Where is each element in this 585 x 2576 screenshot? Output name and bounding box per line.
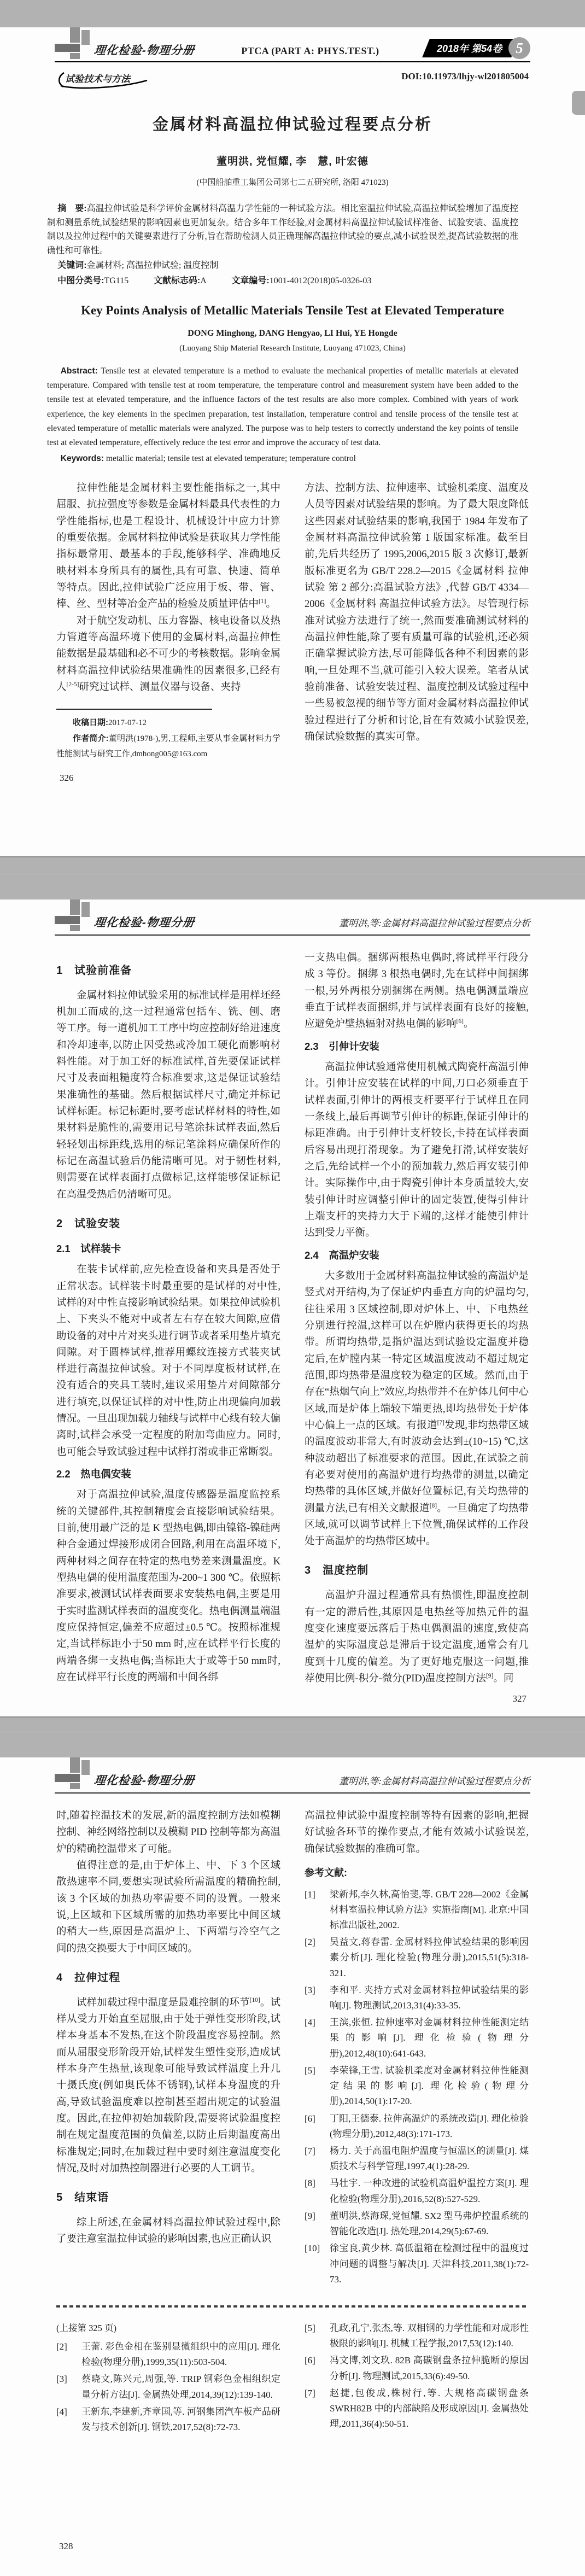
page-1 bbox=[0, 27, 585, 856]
continued-references-right bbox=[305, 2321, 529, 2432]
reference-item bbox=[305, 1887, 529, 1934]
reference-item bbox=[305, 2386, 529, 2432]
reference-text: 李和平. 夹持方式对金属材料拉伸试验结果的影响[J]. 物理测试,2013,31(4):33-35. bbox=[330, 1984, 529, 2011]
reference-item bbox=[305, 2176, 529, 2206]
reference-item bbox=[305, 1935, 529, 1981]
reference-number: [4] bbox=[305, 2017, 315, 2028]
issue-year-volume: 2018年 第54卷 bbox=[436, 43, 502, 54]
reference-text: 王蕾. 彩色金相在鉴别显微组织中的应用[J]. 理化检验(物理分册),1999,35(11):503-504. bbox=[81, 2341, 280, 2368]
paragraph: 综上所述,在金属材料高温拉伸试验过程中,除了要注意室温拉伸试验的影响因素,也应正确认识 bbox=[56, 2217, 280, 2245]
reference-text: 冯文博,刘文玖. 82B 高碳钢盘条拉伸脆断的原因分析[J]. 物理测试,2015,33(6):49-50. bbox=[330, 2355, 529, 2381]
reference-text: 杨力. 关于高温电阻炉温度与恒温区的测量[J]. 煤质技术与科学管理,1997,4(1):28-29. bbox=[330, 2146, 529, 2172]
clc-code: TG115 bbox=[104, 276, 129, 285]
page-number: 327 bbox=[512, 1693, 526, 1704]
issue-banner bbox=[426, 37, 530, 59]
reference-number: [5] bbox=[305, 2065, 315, 2076]
section-heading: 5 结束语 bbox=[56, 2192, 109, 2204]
article-no-label: 文章编号: bbox=[231, 276, 270, 285]
reference-number: [2] bbox=[305, 1937, 315, 1948]
running-header bbox=[55, 899, 530, 936]
reference-number: [5] bbox=[305, 2322, 315, 2333]
decorative-separator bbox=[56, 2305, 529, 2308]
reference-item bbox=[56, 2404, 280, 2435]
paragraph: 试样加载过程中温度是最难控制的环节[10]。试样从受力开始直至屈服,由于处于弹性变形阶段,试样本身基本不发热,在这个阶段温度容易控制。然而从屈服变形阶段开始,试样发生塑性变形,造成试样本身产生热量,该现象可能导致试样温度上升几十摄氏度(例如奥氏体不锈钢),试样本身温度的升高,导致试验温度难以控制甚至超出规定的试验温度。因此,在拉伸初始加载阶段,需要将试验温度控制在规定温度范围的负偏差,以防止后期温度高出标准规定;同时,在加载过程中要时刻注意温度变化情况,及时对加热控制器进行必要的人工调节。 bbox=[56, 1996, 280, 2175]
reference-number: [2] bbox=[56, 2341, 67, 2352]
reference-text: 吴益文,蒋春雷. 金属材料拉伸试验结果的影响因素分析[J]. 理化检验(物理分册),2015,51(5):318-321. bbox=[330, 1937, 529, 1978]
reference-number: [9] bbox=[305, 2210, 315, 2221]
reference-item bbox=[305, 2321, 529, 2351]
closing-paragraph: 高温拉伸试验中温度控制等特有因素的影响,把握好试验各环节的操作要点,才能有效减小试验误差,确保试验数据的准确可靠。 bbox=[305, 1810, 529, 1855]
reference-item bbox=[305, 2241, 529, 2287]
stamp-swoosh-icon bbox=[56, 72, 148, 91]
clc-label: 中图分类号: bbox=[57, 276, 104, 285]
journal-logo bbox=[55, 27, 195, 59]
paragraph: 高温拉伸试验通常使用机械式陶瓷杆高温引伸计。引伸计应安装在试样的中间,刀口必须垂直于试样表面,引伸计的两根支杆要平行于试样且在同一条线上,最后再调节引伸计的标距,保证引伸计的标距准确。由于引伸计支杆较长,卡持在试样表面后容易出现打滑现象。为了避免打滑,试样安装好之后,先给试样一个小的预加载力,然后再安装引伸计。实际操作中,由于陶瓷引伸计本身质量较大,安装引伸计时应调整引伸计的固定装置,使得引伸计上端支杆的夹持力大于下端的,这样才能使引伸计达到受力平衡。 bbox=[305, 1061, 529, 1239]
references-heading: 参考文献: bbox=[305, 1867, 347, 1878]
journal-logo bbox=[55, 899, 195, 931]
subsection-heading: 2.1 试样装卡 bbox=[56, 1242, 121, 1254]
journal-logo-icon bbox=[55, 899, 90, 931]
paragraph: 时,随着控温技术的发展,新的温度控制方法如模糊控制、神经网络控制以及模糊 PID 控制等都为高温炉的精确控温带来了可能。 bbox=[56, 1810, 280, 1855]
left-column-text bbox=[56, 480, 280, 696]
reference-item bbox=[56, 2371, 280, 2402]
paragraph: 拉伸性能是金属材料主要性能指标之一,其中屈服、抗拉强度等参数是金属材料最具代表性的力学性能指标,也是工程设计、机械设计中应力计算的重要依据。金属材料拉伸试验是获取其力学性能指标最常用、最基本的手段,能够科学、准确地反映材料本身所具有的属性,具有可靠、快速、简单等特点。因此,拉伸试验广泛应用于板、带、管、棒、丝、型材等冶金产品的检验及质量评估中[1]。 bbox=[56, 482, 280, 610]
left-column bbox=[56, 950, 280, 1707]
journal-logo-icon bbox=[55, 1757, 90, 1789]
paragraph: 对于航空发动机、压力容器、核电设备以及热力管道等高温环境下使用的金属材料,高温拉伸性能数据是最基础和必不可少的考核数据。影响金属材料高温拉伸试验结果准确性的因素很多,已经有人[2-5]研究过试样、测量仪器与设备、夹持 bbox=[56, 615, 280, 693]
abstract-label-cn: 摘 要: bbox=[57, 204, 87, 213]
abstract-text-cn: 高温拉伸试验是科学评价金属材料高温力学性能的一种试验方法。相比室温拉伸试验,高温拉伸试验增加了温度控制和测量系统,试验结果的影响因素也更加复杂。结合多年工作经验,对金属材料高温拉伸试验试样准备、试验安装、温度控制以及拉伸过程中的关键要素进行了分析,旨在帮助检测人员正确理解高温拉伸试验的要点,减小试验误差,提高试验数据的准确性和可靠性。 bbox=[47, 204, 518, 255]
reference-number: [4] bbox=[56, 2406, 67, 2417]
reference-number: [10] bbox=[305, 2243, 320, 2254]
reference-text: 梁新邦,李久林,高怡斐,等. GB/T 228—2002《金属材料室温拉伸试验方法》实施指南[M]. 北京:中国标准出版社,2002. bbox=[330, 1889, 529, 1930]
paragraph: 在装卡试样前,应先检查设备和夹具是否处于正常状态。试样装卡时最重要的是试样的对中性,试样的对中性直接影响试验结果。如果拉伸试验机上、下夹头不能对中或者左右存在较大间隙,应借助设备的对中片对夹头进行调节或者采用垫片填充间隙。对于圆棒试样,推荐用螺纹连接方式装夹试样进行高温拉伸试验。对于不同厚度板材试样,在没有适合的夹具工装时,建议采用垫片对间隙部分进行填充,以保证试样的对中性,防止出现偏向加载情况。一旦出现加载力轴线与试样中心线有较大偏离时,试样会承受一定程度的附加弯曲应力。同时,也可能会导致试验过程中试样打滑或非正常断裂。 bbox=[56, 1264, 280, 1458]
keywords-cn: 关键词:金属材料; 高温拉伸试验; 温度控制 bbox=[57, 261, 219, 271]
paragraph: 值得注意的是,由于炉体上、中、下 3 个区域散热速率不同,要想实现试验所需温度的精确控制,该 3 个区域的加热功率需要不同的设置。一般来说,上区域和下区域所需的加热功率要比中间区域的稍大一些,原因是高温炉上、下两端与冷空气之间的热交换要大于中间区域的。 bbox=[56, 1860, 280, 1954]
abstract-text-en: Tensile test at elevated temperature is a method to evaluate the mechanical properties of metallic materials at elevated temperature. Compared with tensile test at room temperature, the temperature control and measurement system have been added to the tensile test at elevated temperature, and the influence factors of the test results are also more complex. Combined with years of work experience, the key elements in the specimen preparation, test installation, temperature control and tensile process of the tensile test at elevated temperature of metallic materials were analyzed. The purpose was to help testers to correctly understand the key points of tensile test at elevated temperature, effectively reduce the test error and improve the accuracy of test data. bbox=[47, 366, 518, 448]
reference-number: [8] bbox=[305, 2178, 315, 2189]
column-tag: 试验技术与方法 bbox=[65, 74, 130, 84]
right-column bbox=[305, 950, 529, 1707]
reference-number: [3] bbox=[305, 1984, 315, 1995]
footnote bbox=[56, 709, 280, 762]
reference-number: [6] bbox=[305, 2355, 315, 2366]
body-columns bbox=[56, 1808, 529, 2289]
abstract-label-en: Abstract: bbox=[60, 366, 98, 376]
page-number: 326 bbox=[60, 773, 74, 784]
running-head-text: 董明洪,等:金属材料高温拉伸试验过程要点分析 bbox=[339, 918, 530, 928]
affiliation-en: (Luoyang Ship Material Research Institute, Luoyang 471023, China) bbox=[179, 343, 406, 353]
paragraph: 高温炉升温过程通常具有热惯性,即温度控制有一定的滞后性,其原因是电热丝等加热元件的温度变化速度要远落后于热电偶测温的速度,致使高温炉的实际温度总是滞后于设定温度,通常会有几度到十几度的偏差。为了更好地克服这一问题,推荐使用比例-积分-微分(PID)温度控制方法[9]。同 bbox=[305, 1590, 529, 1684]
subsection-heading: 2.3 引伸计安装 bbox=[305, 1040, 379, 1052]
authors-en: DONG Minghong, DANG Hengyao, LI Hui, YE Hongde bbox=[188, 328, 397, 338]
left-column-text bbox=[56, 1808, 280, 2248]
author-bio-line: 作者简介:董明洪(1978-),男,工程师,主要从事金属材料力学性能测试与研究工作,dmhong005@163.com bbox=[56, 733, 280, 758]
continued-references-block bbox=[56, 2321, 529, 2437]
reference-text: 赵捷,包俊成,株树行,等. 大规格高碳钢盘条 SWRH82B 中的内部缺陷及形成原因[J]. 金属热处理,2011,36(4):50-51. bbox=[330, 2387, 529, 2429]
body-columns bbox=[56, 480, 529, 786]
journal-header bbox=[55, 27, 530, 62]
reference-text: 蔡晓文,陈兴元,周强,等. TRIP 钢彩色金相组织定量分析方法[J]. 金属热处理,2014,39(12):139-140. bbox=[81, 2374, 280, 2400]
right-column bbox=[305, 1808, 529, 2289]
right-column-text bbox=[305, 480, 529, 745]
abstract-en bbox=[47, 364, 518, 451]
journal-logo-icon bbox=[55, 27, 90, 59]
right-column bbox=[305, 480, 529, 786]
article-title-en: Key Points Analysis of Metallic Materials Tensile Test at Elevated Temperature bbox=[81, 303, 504, 317]
keywords-label-cn: 关键词: bbox=[57, 261, 87, 271]
journal-name-cn: 理化检验-物理分册 bbox=[93, 44, 196, 57]
reference-item bbox=[305, 2209, 529, 2239]
reference-text: 丁阳,王德泰. 拉伸高温炉的系统改造[J]. 理化检验(物理分册),2012,48(3):171-173. bbox=[330, 2113, 529, 2139]
journal-name-cn: 理化检验-物理分册 bbox=[93, 1774, 196, 1787]
journal-logo bbox=[55, 1757, 195, 1789]
reference-text: 王滨,张恒. 拉伸速率对金属材料拉伸性能测定结果的影响[J]. 理化检验(物理分册),2012,48(10):641-643. bbox=[330, 2017, 529, 2059]
classification-line bbox=[47, 274, 518, 288]
paragraph: 大多数用于金属材料高温拉伸试验的高温炉是竖式对开结构,为了保证炉内垂直方向的炉温均匀,往往采用 3 区域控制,即对炉体上、中、下电热丝分别进行控温,这样可以在炉膛内获得更长的均热带。所谓均热带,是指炉温达到试验设定温度并稳定后,在炉膛内某一特定区域温度波动不超过规定范围,即均热带是温度较为稳定的区域。然而,由于存在“热烟气向上”效应,均热带并不在炉体几何中心区域,而是炉体上端较下端更热,即均热带处于炉体中心偏上一点的区域。有报道[7]发现,非均热带区域的温度波动非常大,有时波动会达到±(10~15) ℃,这种波动超出了标准要求的范围。因此,在试验之前有必要对使用的高温炉进行均热带的测量,以确定均热带的具体区域,并做好位置标记,有关均热带的测量方法,已有相关文献报道[8]。一旦确定了均热带区域,就可以调节试样上下位置,确保试样的工作段处于高温炉的均热带区域中。 bbox=[305, 1270, 529, 1547]
reference-item bbox=[56, 2339, 280, 2370]
paragraph: 对于高温拉伸试验,温度传感器是温度监控系统的关键部件,其控制精度会直接影响试验结果。目前,使用最广泛的是 K 型热电偶,即由镍铬-镍硅两种合金通过焊接形成闭合回路,利用在高温环境下,两种材料之间存在特定的热电势差来测量温度。K 型热电偶的使用温度范围为-200~1 300 ℃。依照标准要求,被测试试样表面要求安装热电偶,主要是用于实时监测试样表面的温度变化。热电偶测量端温度应保持恒定,偏差不应超过±0.5 ℃。按照标准规定,当试样标距小于50 mm 时,应在试样平行长度的两端各绑一支热电偶;当标距大于或等于50 mm时,应在试样平行长度的两端和中间各绑 bbox=[56, 1489, 280, 1684]
doc-code: A bbox=[200, 276, 207, 285]
reference-number: [6] bbox=[305, 2113, 315, 2124]
article-no: 1001-4012(2018)05-0326-03 bbox=[269, 276, 372, 285]
article-title-cn: 金属材料高温拉伸试验过程要点分析 bbox=[152, 116, 432, 133]
received-date-line: 收稿日期:2017-07-12 bbox=[73, 718, 147, 728]
reference-item bbox=[305, 2063, 529, 2110]
page-2 bbox=[0, 899, 585, 1716]
reference-item bbox=[305, 2353, 529, 2384]
reference-text: 徐宝良,黄少林. 高低温箱在检测过程中的温度过冲问题的调整与解决[J]. 天津科技,2011,38(1):72-73. bbox=[330, 2243, 529, 2285]
footnote-rule bbox=[56, 709, 212, 710]
left-column bbox=[56, 1808, 280, 2289]
page-gap bbox=[0, 1716, 585, 1732]
left-column bbox=[56, 480, 280, 786]
page-3 bbox=[0, 1757, 585, 2576]
reference-item bbox=[305, 2143, 529, 2174]
reference-number: [3] bbox=[56, 2374, 67, 2385]
reference-text: 董明洪,蔡海琛,党恒耀. SX2 型马弗炉控温系统的智能化改造[J]. 热处理,2014,29(5):67-69. bbox=[330, 2210, 529, 2237]
body-columns bbox=[56, 950, 529, 1707]
affiliation-cn: (中国船舶重工集团公司第七二五研究所, 洛阳 471023) bbox=[196, 178, 389, 187]
continued-left-column bbox=[56, 2321, 280, 2437]
reference-text: 王新东,李建新,齐章国,等. 河钢集团汽车板产品研发与技术创新[J]. 钢铁,2017,52(8):72-73. bbox=[81, 2406, 280, 2433]
paragraph: 一支热电偶。捆绑两根热电偶时,将试样平行段分成 3 等份。捆绑 3 根热电偶时,先在试样中间捆绑一根,另外两根分别捆绑在两侧。热电偶测量端应垂直于试样表面捆绑,并与试样表面有良好的接触,应避免炉壁热辐射对热电偶的影响[6]。 bbox=[305, 953, 529, 1030]
meta-row bbox=[56, 71, 529, 91]
continued-references-left bbox=[56, 2339, 280, 2435]
keywords-label-en: Keywords: bbox=[60, 453, 104, 463]
paragraph: 方法、控制方法、拉伸速率、试验机柔度、温度及人员等因素对试验结果的影响。为了最大限度降低这些因素对试验结果的影响,我国于 1984 年发布了金属材料高温拉伸试验第 1 版国家标准。截至目前,先后共经历了 1995,2006,2015 版 3 次修订,最新版标准更名为 GB/T 228.2—2015《金属材料 拉伸试验 第 2 部分:高温试验方法》,代替 GB/T 4334—2006《金属材料 高温拉伸试验方法》。尽管现行标准对试验方法进行了统一,然而要准确测试材料的高温拉伸性能,除了要有质量可靠的试验机,还必须正确掌握试验方法,尽可能降低各种不利因素的影响,一旦处理不当,就可能引入较大误差。笔者从试验前准备、试验安装过程、温度控制及试验过程中一些易被忽视的细节等方面对金属材料高温拉伸试验过程进行了分析和讨论,旨在有效减小试验误差,确保试验数据的真实可靠。 bbox=[305, 482, 529, 743]
authors-cn: 董明洪, 党恒耀, 李 慧, 叶宏德 bbox=[217, 156, 368, 167]
page-number: 328 bbox=[59, 2541, 73, 2551]
continued-from-note: (上接第 325 页) bbox=[56, 2322, 116, 2333]
section-heading: 2 试验安装 bbox=[56, 1218, 121, 1230]
issue-number-badge: 5 bbox=[508, 37, 530, 59]
running-head-text: 董明洪,等:金属材料高温拉伸试验过程要点分析 bbox=[339, 1776, 530, 1786]
journal-name-cn: 理化检验-物理分册 bbox=[93, 916, 196, 929]
paragraph: 金属材料拉伸试验采用的标准试样是用样坯经机加工而成的,这一过程通常包括车、铣、刨、磨等工序。每一道机加工工序中均应控制好给进速度和冷却速率,以防止因受热或冷加工硬化而影响材料性能。对于加工好的标准试样,首先要保证试样尺寸及表面粗糙度符合标准要求,这是保证试验结果准确性的基础。然后根据试样尺寸,确定并标记试样标距。标记标距时,要考虑试样材料的特性,如果材料是脆性的,需要用记号笔涂抹试样表面,然后轻轻划出标距线,选用的标记笔涂料应确保所作的标记在高温试验后仍能清晰可见。对于韧性材料,则需要在试样表面打点做标记,这样能够保证标记在高温受热后仍清晰可见。 bbox=[56, 990, 280, 1200]
reference-number: [7] bbox=[305, 2387, 315, 2398]
doi: DOI:10.11973/lhjy-wl201805004 bbox=[401, 71, 529, 81]
reference-text: 李荣锋,王雪. 试验机柔度对金属材料拉伸性能测定结果的影响[J]. 理化检验(物理分册),2014,50(1):17-20. bbox=[330, 2065, 529, 2107]
keywords-en: Keywords: metallic material; tensile test at elevated temperature; temperature control bbox=[60, 453, 356, 463]
reference-item bbox=[305, 2111, 529, 2142]
left-column-text bbox=[56, 962, 280, 1686]
reference-text: 马壮宇. 一种改进的试验机高温炉温控方案[J]. 理化检验(物理分册),2016,52(8):527-529. bbox=[330, 2178, 529, 2204]
reference-number: [7] bbox=[305, 2146, 315, 2156]
column-stamp bbox=[56, 71, 130, 91]
page-edge-tab bbox=[572, 91, 585, 115]
running-header bbox=[55, 1757, 530, 1794]
page-gap bbox=[0, 856, 585, 874]
reference-item bbox=[305, 1983, 529, 2013]
section-heading: 3 温度控制 bbox=[305, 1564, 369, 1577]
continued-right-column bbox=[305, 2321, 529, 2437]
section-heading: 4 拉伸过程 bbox=[56, 1971, 121, 1984]
references-list bbox=[305, 1887, 529, 2287]
section-heading: 1 试验前准备 bbox=[56, 965, 132, 977]
abstract-cn bbox=[47, 202, 518, 258]
journal-name-en: PTCA (PART A: PHYS.TEST.) bbox=[241, 45, 379, 56]
reference-item bbox=[305, 2015, 529, 2061]
subsection-heading: 2.2 热电偶安装 bbox=[56, 1468, 131, 1480]
reference-number: [1] bbox=[305, 1889, 315, 1900]
right-column-text bbox=[305, 950, 529, 1687]
subsection-heading: 2.4 高温炉安装 bbox=[305, 1249, 379, 1261]
reference-text: 孔政,孔宁,张杰,等. 双相钢的力学性能和对成形性极限的影响[J]. 机械工程学报,2017,53(12):140. bbox=[330, 2322, 529, 2349]
doc-code-label: 文献标志码: bbox=[153, 276, 201, 285]
